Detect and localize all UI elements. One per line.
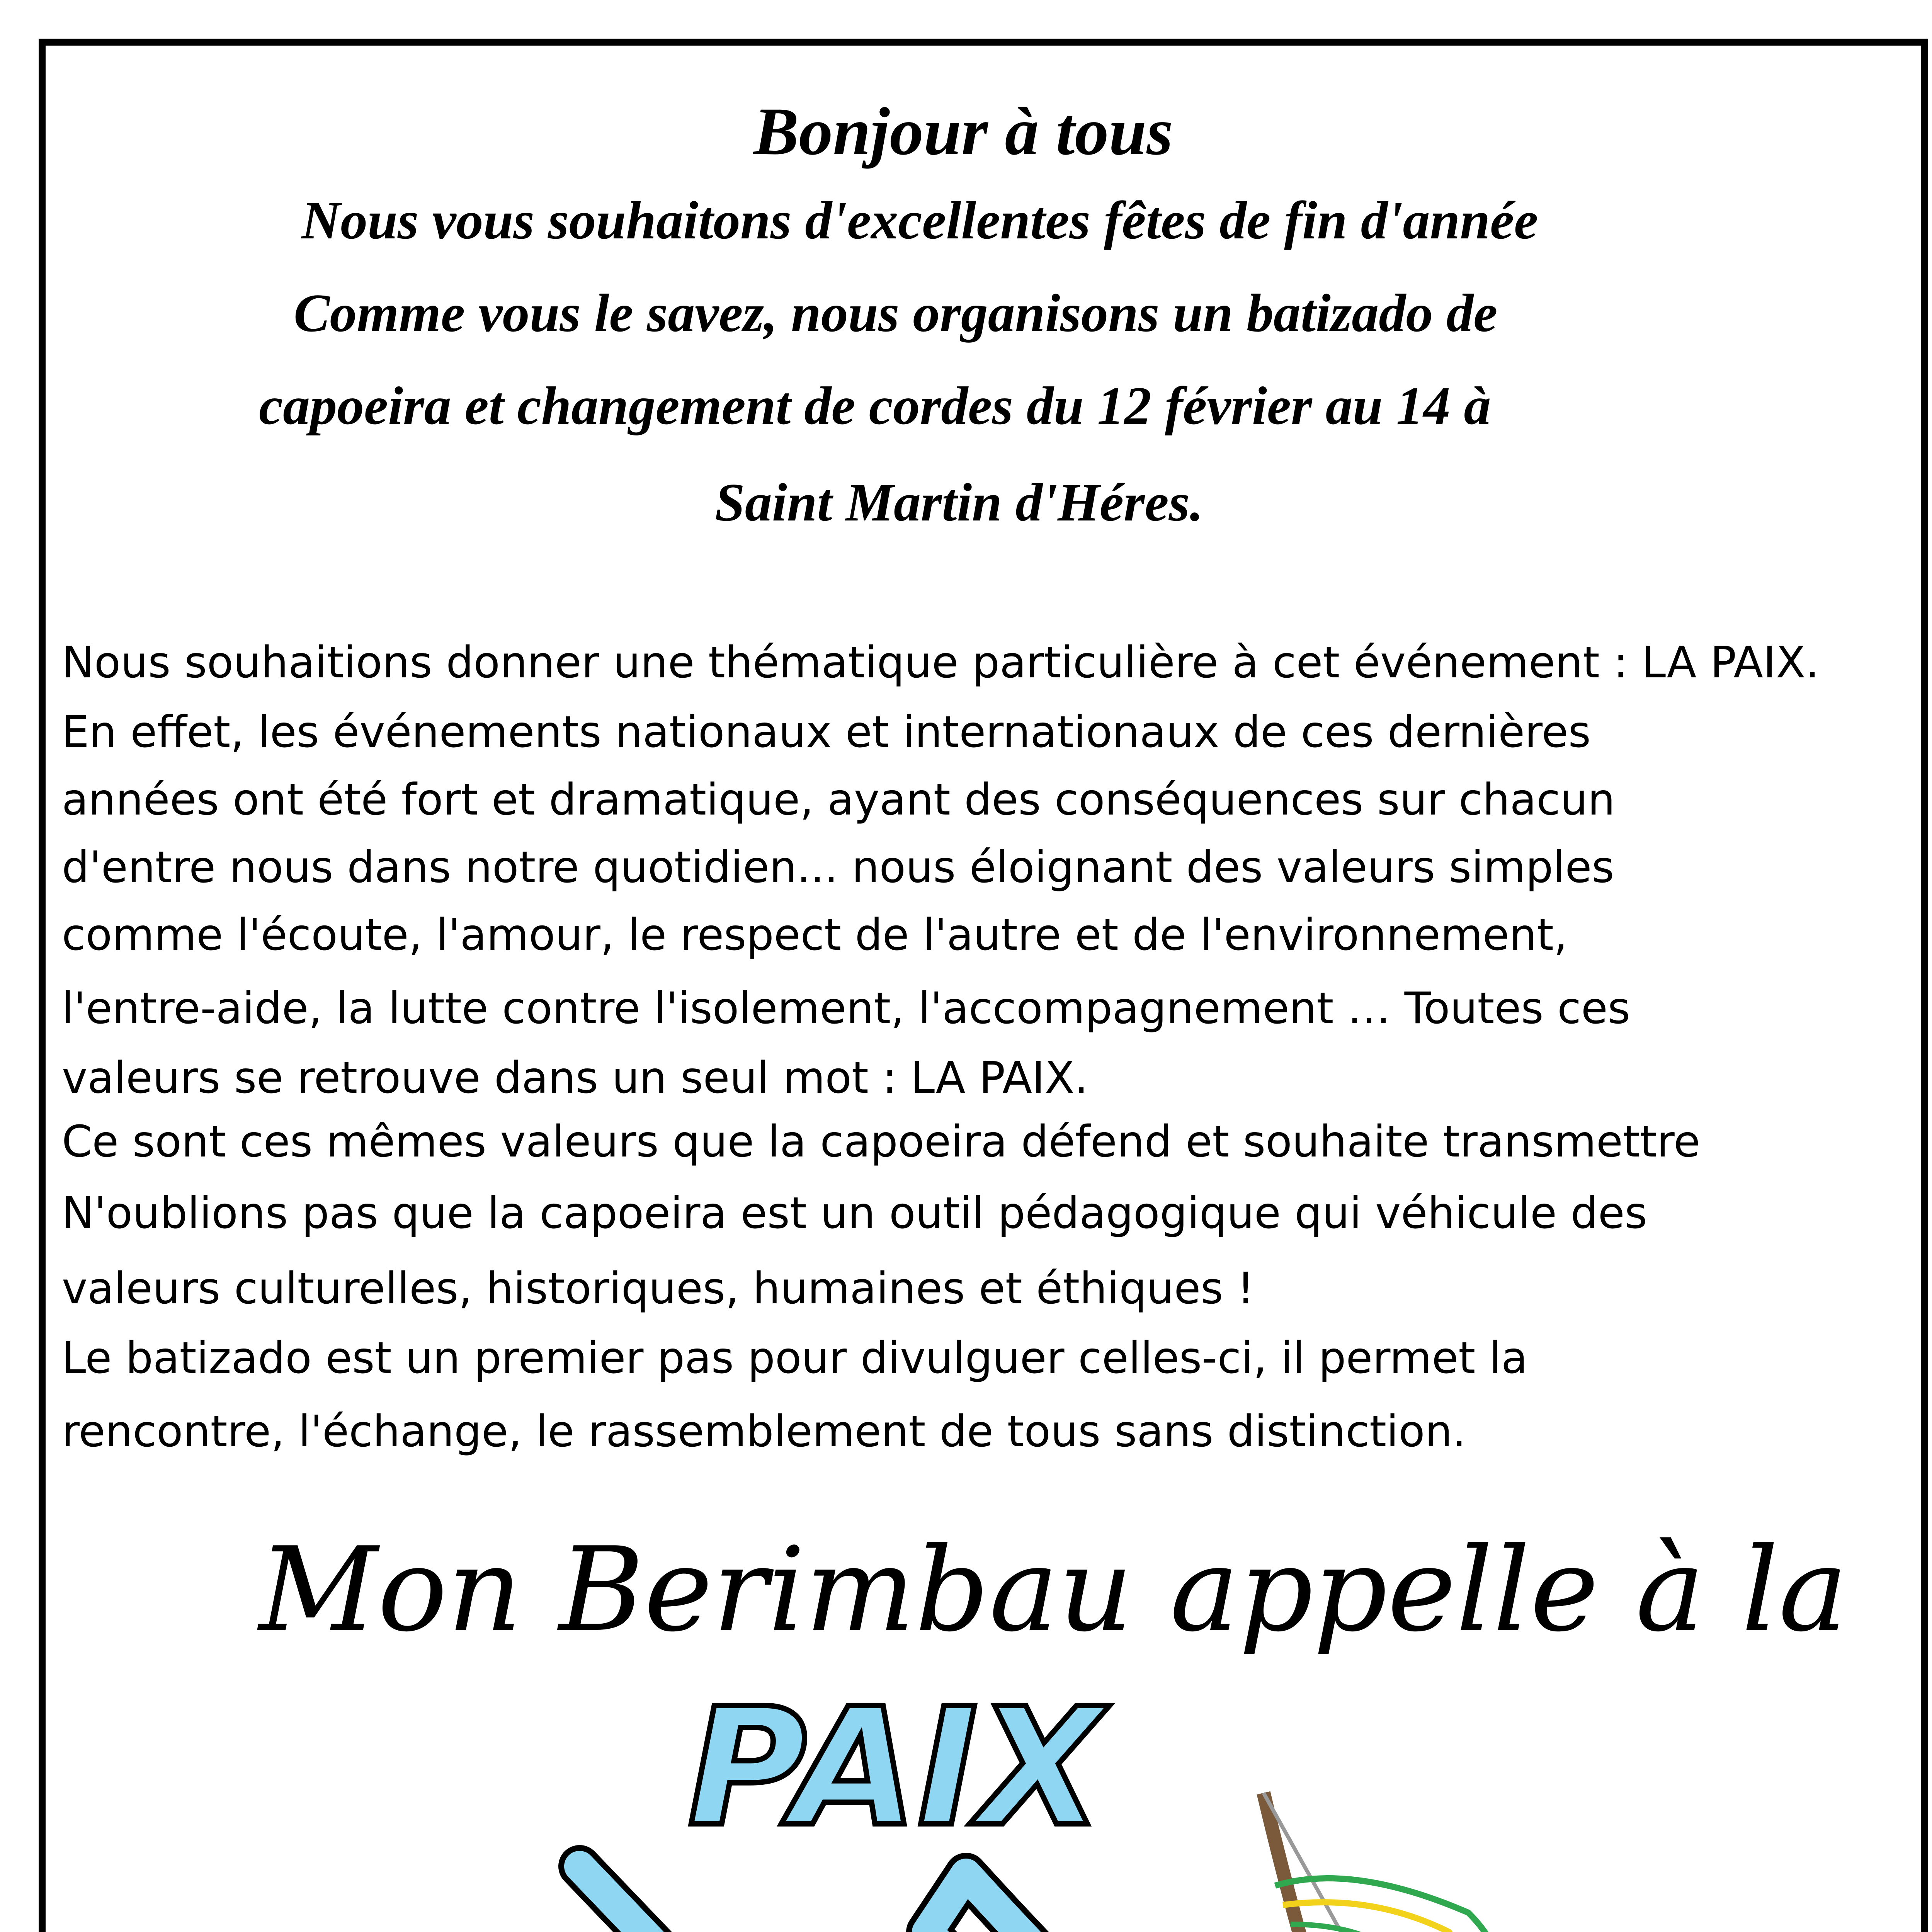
body-line-10: valeurs culturelles, historiques, humaines et éthiques ! — [62, 1264, 1255, 1314]
greeting-title: Bonjour à tous — [753, 94, 1173, 169]
body-line-1: Nous souhaitions donner une thématique particulière à cet événement : LA PAIX. — [62, 638, 1820, 688]
paix-word-art: PAIX — [688, 1673, 1103, 1862]
body-line-9: N'oublions pas que la capoeira est un outil pédagogique qui véhicule des — [62, 1188, 1647, 1238]
header-line-3: capoeira et changement de cordes du 12 février au 14 à — [259, 376, 1491, 436]
body-line-3: années ont été fort et dramatique, ayant des conséquences sur chacun — [62, 775, 1615, 825]
body-line-7: valeurs se retrouve dans un seul mot : LA PAIX. — [62, 1053, 1088, 1103]
berimbau-icon — [1264, 1793, 1712, 1932]
body-line-11: Le batizado est un premier pas pour divulguer celles-ci, il permet la — [62, 1333, 1528, 1383]
body-line-8: Ce sont ces mêmes valeurs que la capoeira défend et souhaite transmettre — [62, 1117, 1701, 1167]
body-line-6: l'entre-aide, la lutte contre l'isolement, l'accompagnement … Toutes ces — [62, 983, 1631, 1034]
header-line-4: Saint Martin d'Héres. — [715, 473, 1204, 532]
header-line-2: Comme vous le savez, nous organisons un batizado de — [294, 283, 1498, 343]
body-line-4: d'entre nous dans notre quotidien... nous éloignant des valeurs simples — [62, 842, 1614, 893]
header-line-1: Nous vous souhaitons d'excellentes fêtes de fin d'année — [301, 190, 1538, 250]
body-line-5: comme l'écoute, l'amour, le respect de l'autre et de l'environnement, — [62, 910, 1568, 960]
body-line-2: En effet, les événements nationaux et internationaux de ces dernières — [62, 707, 1591, 757]
slogan-text: Mon Berimbau appelle à la — [259, 1522, 1848, 1657]
body-line-12: rencontre, l'échange, le rassemblement de tous sans distinction. — [62, 1406, 1466, 1457]
